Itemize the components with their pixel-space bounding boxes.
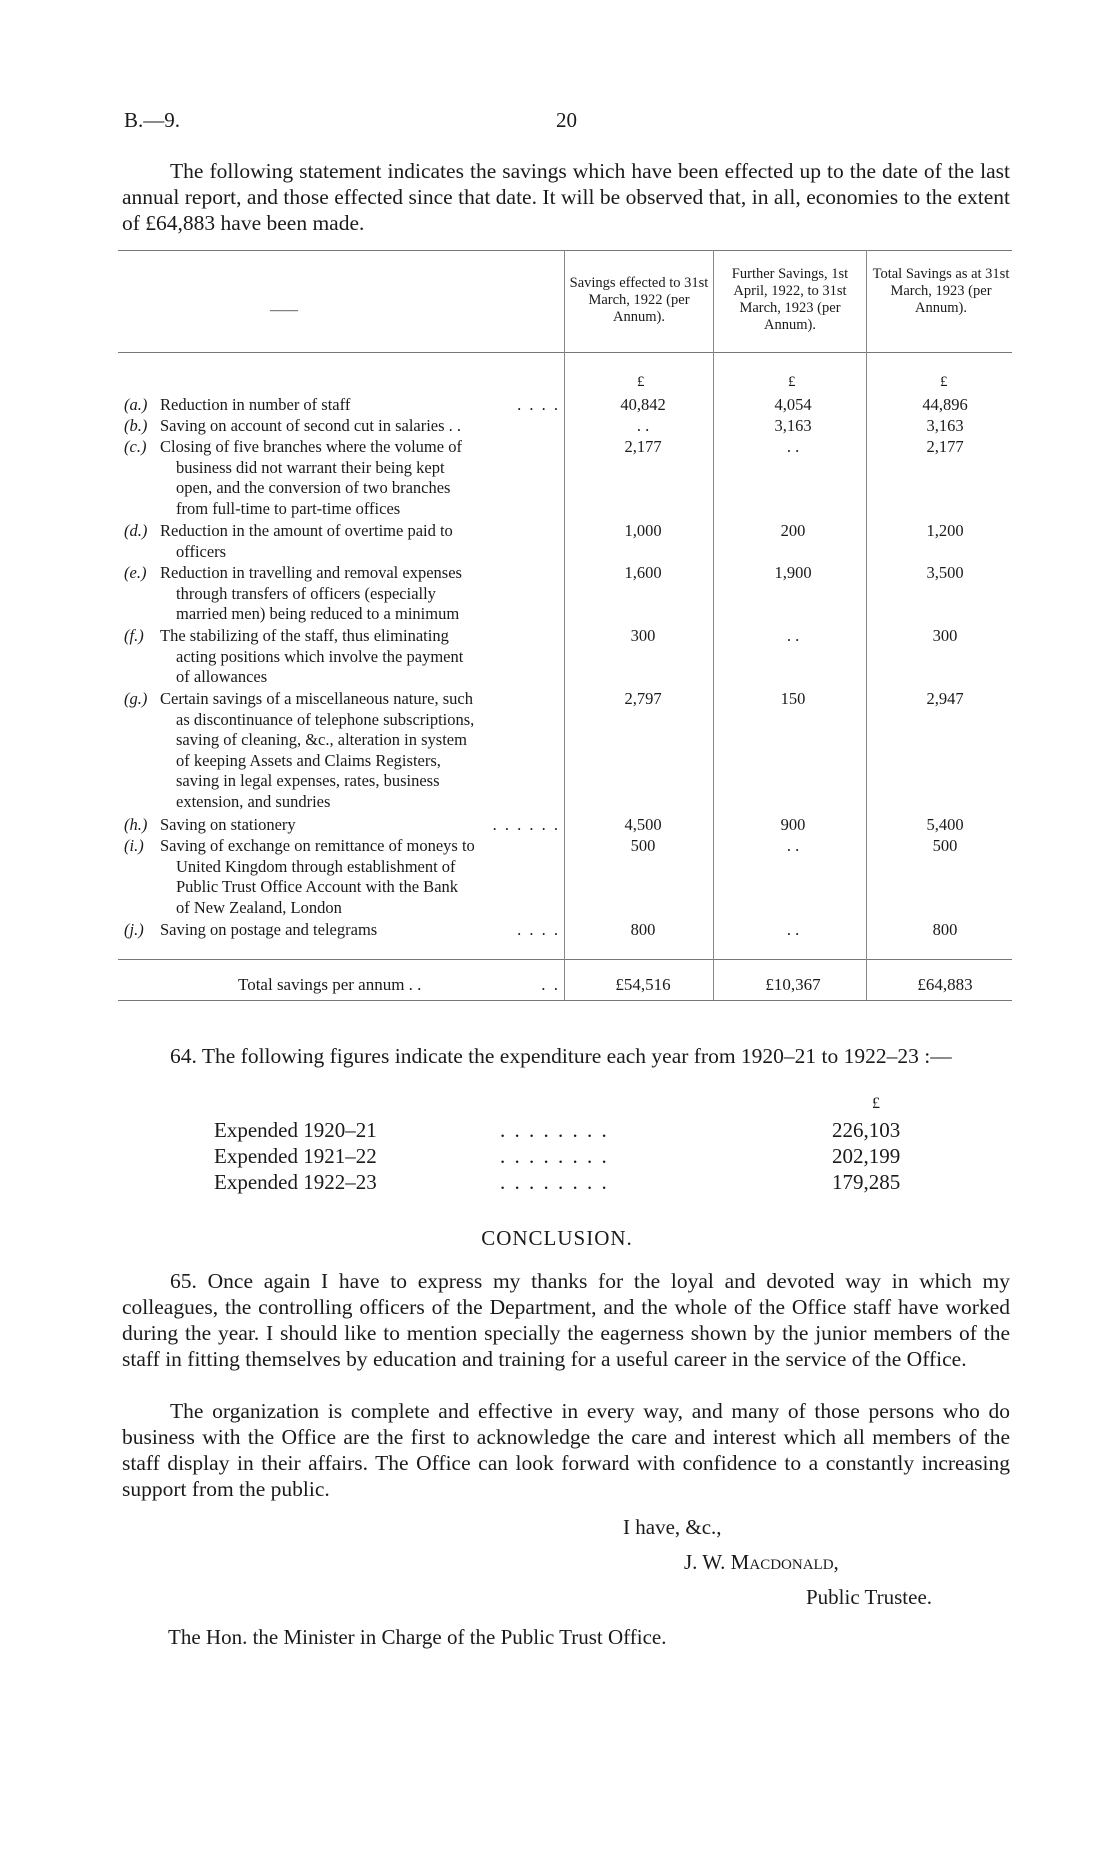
row-description [160,521,560,562]
leader-dots: . . [541,975,560,994]
signatory-title: Public Trustee. [806,1585,933,1609]
description-line: Saving on stationery [160,815,296,834]
table-top-rule [118,250,1012,251]
signature-closing: I have, &c., [623,1515,722,1539]
leader-dots: . . . . . . . . [500,1144,609,1168]
value-total: 800 [932,920,958,939]
description-line: as discontinuance of telephone subscriptions, [176,709,475,729]
page-number: 20 [556,108,577,132]
leader-dots: . . . . [517,395,560,414]
description-line: Saving on account of second cut in salaries . . [160,416,462,435]
conclusion-heading: CONCLUSION. [481,1226,633,1250]
currency-symbol: £ [872,1095,880,1112]
leader-dots: . . . . . . [492,815,560,834]
total-label: Total savings per annum . . [238,975,422,994]
row-label: (j.) [124,920,144,939]
column-header-savings-1922: Savings effected to 31st March, 1922 (per Annum). [569,275,709,325]
value-further: . . [786,626,800,645]
currency-symbol: £ [788,374,796,390]
description-line: United Kingdom through establishment of [176,856,456,876]
description-line: Closing of five branches where the volume of [160,437,462,456]
signatory-name: J. W. Macdonald, [684,1550,839,1574]
value-1922: . . [636,416,650,435]
row-label: (g.) [124,689,148,708]
currency-symbol: £ [637,374,645,390]
description-line: Reduction in travelling and removal expenses [160,563,462,582]
description-line: Saving of exchange on remittance of moneys to [160,836,475,855]
value-1922: 1,600 [624,563,662,582]
total-value-1922: £54,516 [615,975,671,994]
currency-symbol: £ [940,374,948,390]
value-total: 1,200 [926,521,964,540]
row-label: (c.) [124,437,147,456]
value-further: 4,054 [774,395,812,414]
total-value-further: £10,367 [765,975,821,994]
value-further: . . [786,836,800,855]
expenditure-label: Expended 1922–23 [214,1170,377,1194]
description-line: business did not warrant their being kept [176,457,445,477]
value-total: 2,177 [926,437,964,456]
description-line: extension, and sundries [176,791,331,811]
column-divider [564,250,565,1000]
description-line: saving of cleaning, &c., alteration in system [176,730,467,750]
value-1922: 800 [630,920,656,939]
description-line: Saving on postage and telegrams [160,920,378,939]
row-label: (h.) [124,815,148,834]
value-further: 1,900 [774,563,812,582]
expenditure-value: 179,285 [832,1170,901,1194]
description-line: from full-time to part-time offices [176,498,401,518]
expenditure-value: 202,199 [832,1144,901,1168]
row-label: (d.) [124,521,148,540]
description-line: Certain savings of a miscellaneous nature, such [160,689,473,708]
row-label: (e.) [124,563,147,582]
row-label: (b.) [124,416,148,435]
value-total: 500 [932,836,958,855]
paragraph-65: 65. Once again I have to express my thanks for the loyal and devoted way in which my colleagues, the controlling officers of the Department, and the whole of the Office staff have worked during the year. I should like to mention specially the eagerness shown by the junior members of the staff in fitting themselves by education and training for a useful career in the service of the Office. [122,1269,1010,1371]
value-further: 900 [780,815,806,834]
description-line: saving in legal expenses, rates, business [176,771,440,791]
row-description [160,416,560,437]
row-label: (f.) [124,626,144,645]
column-divider [866,250,867,1000]
value-total: 3,163 [926,416,964,435]
description-line: The stabilizing of the staff, thus eliminating [160,626,449,645]
intro-paragraph: The following statement indicates the savings which have been effected up to the date of the last annual report, and those effected since that date. It will be observed that, in all, economies to the extent of £64,883 have been made. [122,159,1010,235]
row-label: (a.) [124,395,148,414]
column-divider [713,250,714,1000]
column-header-total-savings: Total Savings as at 31st March, 1923 (per Annum). [872,266,1010,316]
description-line: open, and the conversion of two branches [176,478,451,498]
description-line: acting positions which involve the payment [176,646,464,666]
table-bottom-rule [118,1000,1012,1001]
value-further: 200 [780,521,806,540]
description-line: of New Zealand, London [176,897,342,917]
table-header-rule [118,352,1012,353]
expenditure-label: Expended 1920–21 [214,1118,377,1142]
value-total: 5,400 [926,815,964,834]
value-1922: 2,797 [624,689,662,708]
total-value-overall: £64,883 [917,975,973,994]
table-total-rule [118,959,1012,960]
row-description [160,689,560,813]
value-further: 3,163 [774,416,812,435]
description-line: Public Trust Office Account with the Bank [176,877,459,897]
value-1922: 2,177 [624,437,662,456]
paragraph-65-continued: The organization is complete and effective in every way, and many of those persons who do business with the Office are the first to acknowledge the care and interest which all members of the staff display in their affairs. The Office can look forward with confidence to a constantly increasing support from the public. [122,1399,1010,1501]
description-line: through transfers of officers (especially [176,583,436,603]
addressee: The Hon. the Minister in Charge of the Public Trust Office. [168,1625,667,1649]
value-1922: 4,500 [624,815,662,834]
column-header-further-savings: Further Savings, 1st April, 1922, to 31st March, 1923 (per Annum). [731,266,849,333]
leader-dots: . . . . [517,920,560,939]
value-total: 44,896 [922,395,968,414]
value-total: 3,500 [926,563,964,582]
value-total: 300 [932,626,958,645]
row-description [160,563,560,625]
description-line: Reduction in the amount of overtime paid to [160,521,453,540]
value-1922: 40,842 [620,395,666,414]
description-line: married men) being reduced to a minimum [176,604,460,624]
value-1922: 300 [630,626,656,645]
description-line: of keeping Assets and Claims Registers, [176,750,441,770]
value-1922: 500 [630,836,656,855]
leader-dots: . . . . . . . . [500,1170,609,1194]
paragraph-64: 64. The following figures indicate the expenditure each year from 1920–21 to 1922–23 :— [170,1044,952,1068]
value-total: 2,947 [926,689,964,708]
row-description [160,626,560,688]
value-further: 150 [780,689,806,708]
description-line: of allowances [176,667,268,687]
report-reference: B.—9. [124,108,181,132]
description-line: Reduction in number of staff [160,395,351,414]
value-1922: 1,000 [624,521,662,540]
value-further: . . [786,920,800,939]
expenditure-value: 226,103 [832,1118,901,1142]
expenditure-label: Expended 1921–22 [214,1144,377,1168]
row-label: (i.) [124,836,144,855]
stub-header-dash: —— [270,303,298,318]
leader-dots: . . . . . . . . [500,1118,609,1142]
description-line: officers [176,541,227,561]
row-description [160,836,560,918]
value-further: . . [786,437,800,456]
row-description [160,437,560,519]
